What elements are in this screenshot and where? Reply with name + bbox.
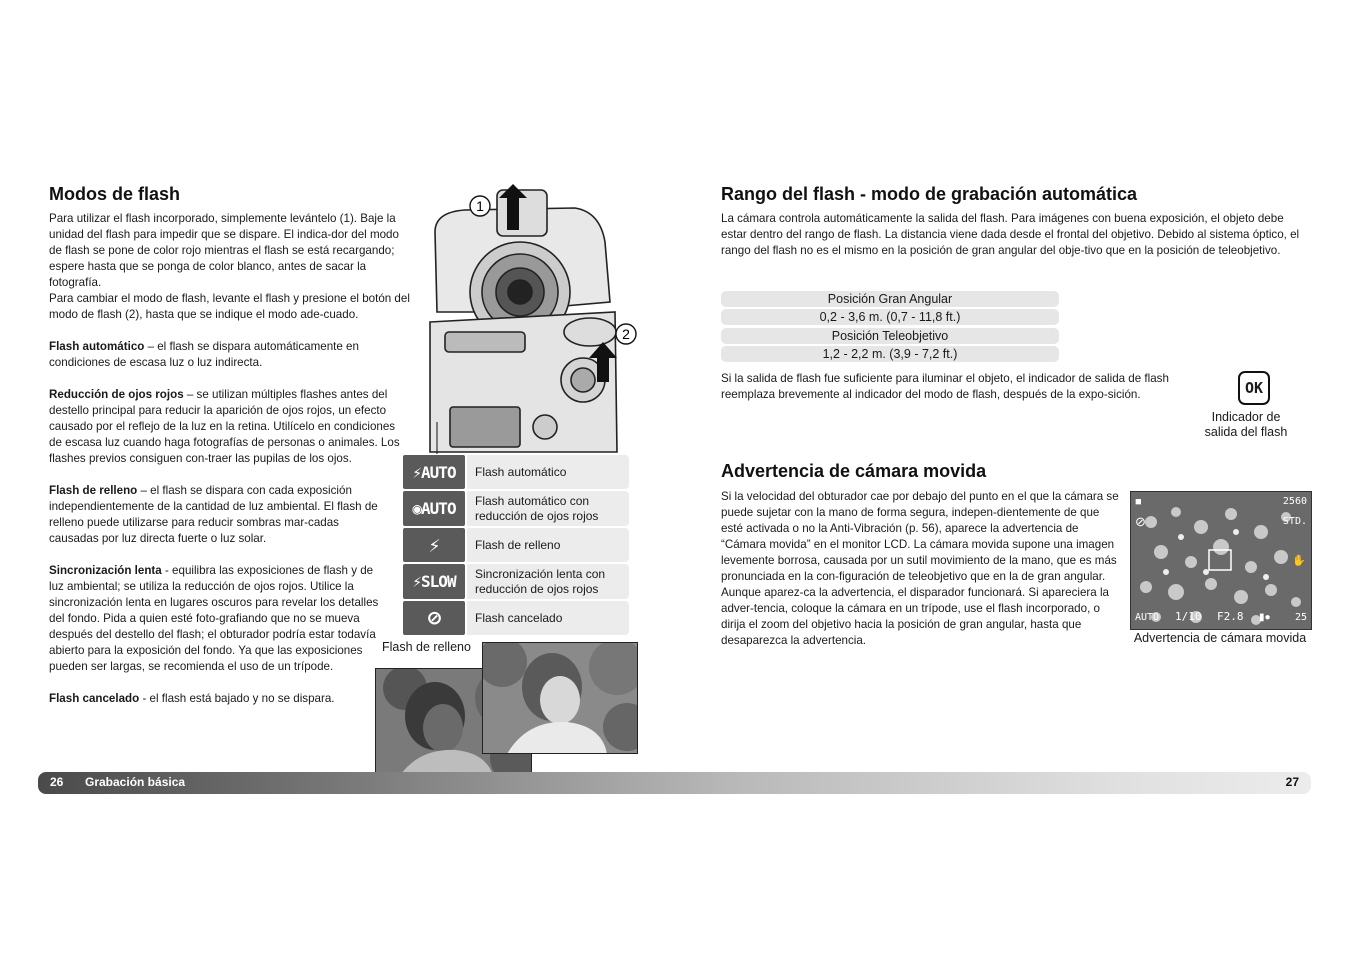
term: Reducción de ojos rojos	[49, 388, 184, 401]
flash-auto-icon: ⚡AUTO	[403, 455, 465, 489]
desc: – el flash se dispara con cada exposición independientemente de la cantidad de luz ambiental. El flash de relleno puede utilizarse para reducir sombras mar-cadas causadas por luz directa fuerte o luz solar.	[49, 484, 378, 545]
lcd-resolution: 2560	[1282, 496, 1307, 507]
term: Flash cancelado	[49, 692, 140, 705]
term: Flash de relleno	[49, 484, 138, 497]
flash-cancel-icon: ⊘	[403, 601, 465, 635]
lcd-quality: STD.	[1282, 516, 1307, 527]
desc: - equilibra las exposiciones de flash y de luz ambiental; se utiliza la reducción de ojos rojos. Utilice la sincronización lenta en lugares oscuros para revelar los detalles del fondo. Pida a quien esté foto-grafiando que no se mueva después del destello del flash; el obturador podría estar todavía abierto para la exposición del fondo. Ya que las exposiciones pueden ser largas, se recomienda el uso de un trípode.	[49, 564, 379, 673]
page-title-flash-modes: Modos de flash	[49, 184, 181, 204]
mode-row-fill	[403, 528, 629, 562]
fill-flash-icon: ⚡	[403, 528, 465, 562]
range-tele-value: 1,2 - 2,2 m. (3,9 - 7,2 ft.)	[721, 346, 1059, 362]
intro-paragraph-2: Para cambiar el modo de flash, levante el flash y presione el botón del modo de flash (2), hasta que se indique el modo ade-cuado.	[49, 292, 410, 321]
photo-caption: Flash de relleno	[382, 640, 471, 654]
intro-paragraph-1: Para utilizar el flash incorporado, simplemente levántelo (1). Baje la unidad del flash para impedir que se dispare. El indica-dor del modo de flash se pone de color rojo mientras el flash se está recargando; espere hasta que se ponga de color blanco, antes de sacar la fotografía.	[49, 212, 399, 289]
redeye-auto-icon: ◉AUTO	[403, 491, 465, 526]
range-tele-label: Posición Teleobjetivo	[721, 328, 1059, 344]
mode-cancel-paragraph	[49, 691, 411, 707]
mode-redeye-paragraph	[49, 387, 405, 467]
lcd-aperture: F2.8	[1217, 610, 1244, 623]
mode-label: Sincronización lenta con reducción de ojos rojos	[467, 564, 629, 599]
mode-row-auto	[403, 455, 629, 489]
lcd-frame-count: 25	[1294, 612, 1307, 623]
page-title-flash-range: Rango del flash - modo de grabación automática	[721, 184, 1138, 204]
shake-warning-icon: ✋	[1292, 555, 1306, 567]
flash-ok-icon: OK	[1238, 371, 1270, 405]
mode-auto-paragraph	[49, 339, 411, 371]
lcd-shutter-speed: 1/10	[1175, 610, 1202, 623]
section-title: Grabación básica	[85, 775, 186, 789]
lcd-exposure-mode: AUTO	[1135, 612, 1160, 623]
lcd-battery-icon: ▮●	[1259, 612, 1271, 623]
footer-bar	[38, 772, 1311, 794]
flash-output-paragraph: Si la salida de flash fue suficiente para iluminar el objeto, el indicador de salida de flash reemplaza brevemente al indicador del modo de flash, después de la expo-sición.	[721, 372, 1169, 401]
desc: - el flash está bajado y no se dispara.	[139, 692, 335, 705]
camera-illustration	[425, 182, 640, 454]
page-title-camera-shake: Advertencia de cámara movida	[721, 461, 987, 481]
mode-row-slow	[403, 564, 629, 599]
flash-range-paragraph: La cámara controla automáticamente la salida del flash. Para imágenes con buena exposición, el objeto debe estar dentro del rango de flash. La distancia viene dada desde el frontal del objetivo. Debido al sistema óptico, el rango del flash no es el mismo en la posición de gran angular del obje-tivo que en la posición de teleobjetivo.	[721, 212, 1300, 257]
slow-sync-icon: ⚡SLOW	[403, 564, 465, 599]
flower-field-image	[1131, 492, 1311, 629]
photo-with-fill-flash	[482, 642, 638, 754]
desc: – se utilizan múltiples flashes antes del destello principal para reducir la aparición de ojos rojos, un efecto causado por el reflejo de la luz en la retina. Utilícelo en condiciones de escasa luz cuando haga fotografías de personas o animales. Los flashes previos consiguen con-traer las pupilas de los ojos.	[49, 388, 400, 465]
ok-icon-caption: Indicador de salida del flash	[1204, 410, 1288, 439]
callout-2: 2	[622, 326, 630, 342]
flash-mode-lcd-icon: ⊘	[1135, 514, 1146, 529]
mode-slow-paragraph	[49, 563, 389, 675]
mode-fill-paragraph	[49, 483, 383, 547]
term: Sincronización lenta	[49, 564, 162, 577]
callout-1: 1	[476, 198, 484, 214]
mode-label: Flash automático con reducción de ojos rojos	[467, 491, 629, 526]
lcd-caption: Advertencia de cámara movida	[1133, 631, 1307, 645]
desc: – el flash se dispara automáticamente en condiciones de escasa luz o luz indirecta.	[49, 340, 359, 369]
mode-label: Flash automático	[467, 455, 629, 489]
camera-shake-paragraph: Si la velocidad del obturador cae por debajo del punto en el que la cámara se puede sujetar con la mano de forma segura, indepen-dientemente de que esté activada o no la Anti-Vibración (p. 56), aparece la advertencia de “Cámara movida” en el monitor LCD. La cámara movida supone una imagen levemente borrosa, causada por un sutil movimiento de la mano, que es más pronunciada en la con-figuración de teleobjetivo que en la de gran angular. Aunque aparez-ca la advertencia, el disparador funcionará. Si apareciera la adver-tencia, coloque la cámara en un trípode, use el flash incorporado, o dirija el zoom del objetivo hacia la posición de gran angular, hasta que desaparezca la advertencia.	[721, 490, 1119, 647]
lcd-monitor	[1130, 491, 1312, 630]
mode-row-cancel	[403, 601, 629, 635]
range-wide-label: Posición Gran Angular	[721, 291, 1059, 307]
mode-label: Flash cancelado	[467, 601, 629, 635]
range-wide-value: 0,2 - 3,6 m. (0,7 - 11,8 ft.)	[721, 309, 1059, 325]
camera-mode-icon: ■	[1135, 496, 1142, 508]
page-number-left: 26	[50, 775, 64, 789]
page-number-right: 27	[1285, 775, 1299, 789]
term: Flash automático	[49, 340, 145, 353]
mode-label: Flash de relleno	[467, 528, 629, 562]
mode-row-redeye	[403, 491, 629, 526]
flash-modes-body	[49, 211, 411, 707]
